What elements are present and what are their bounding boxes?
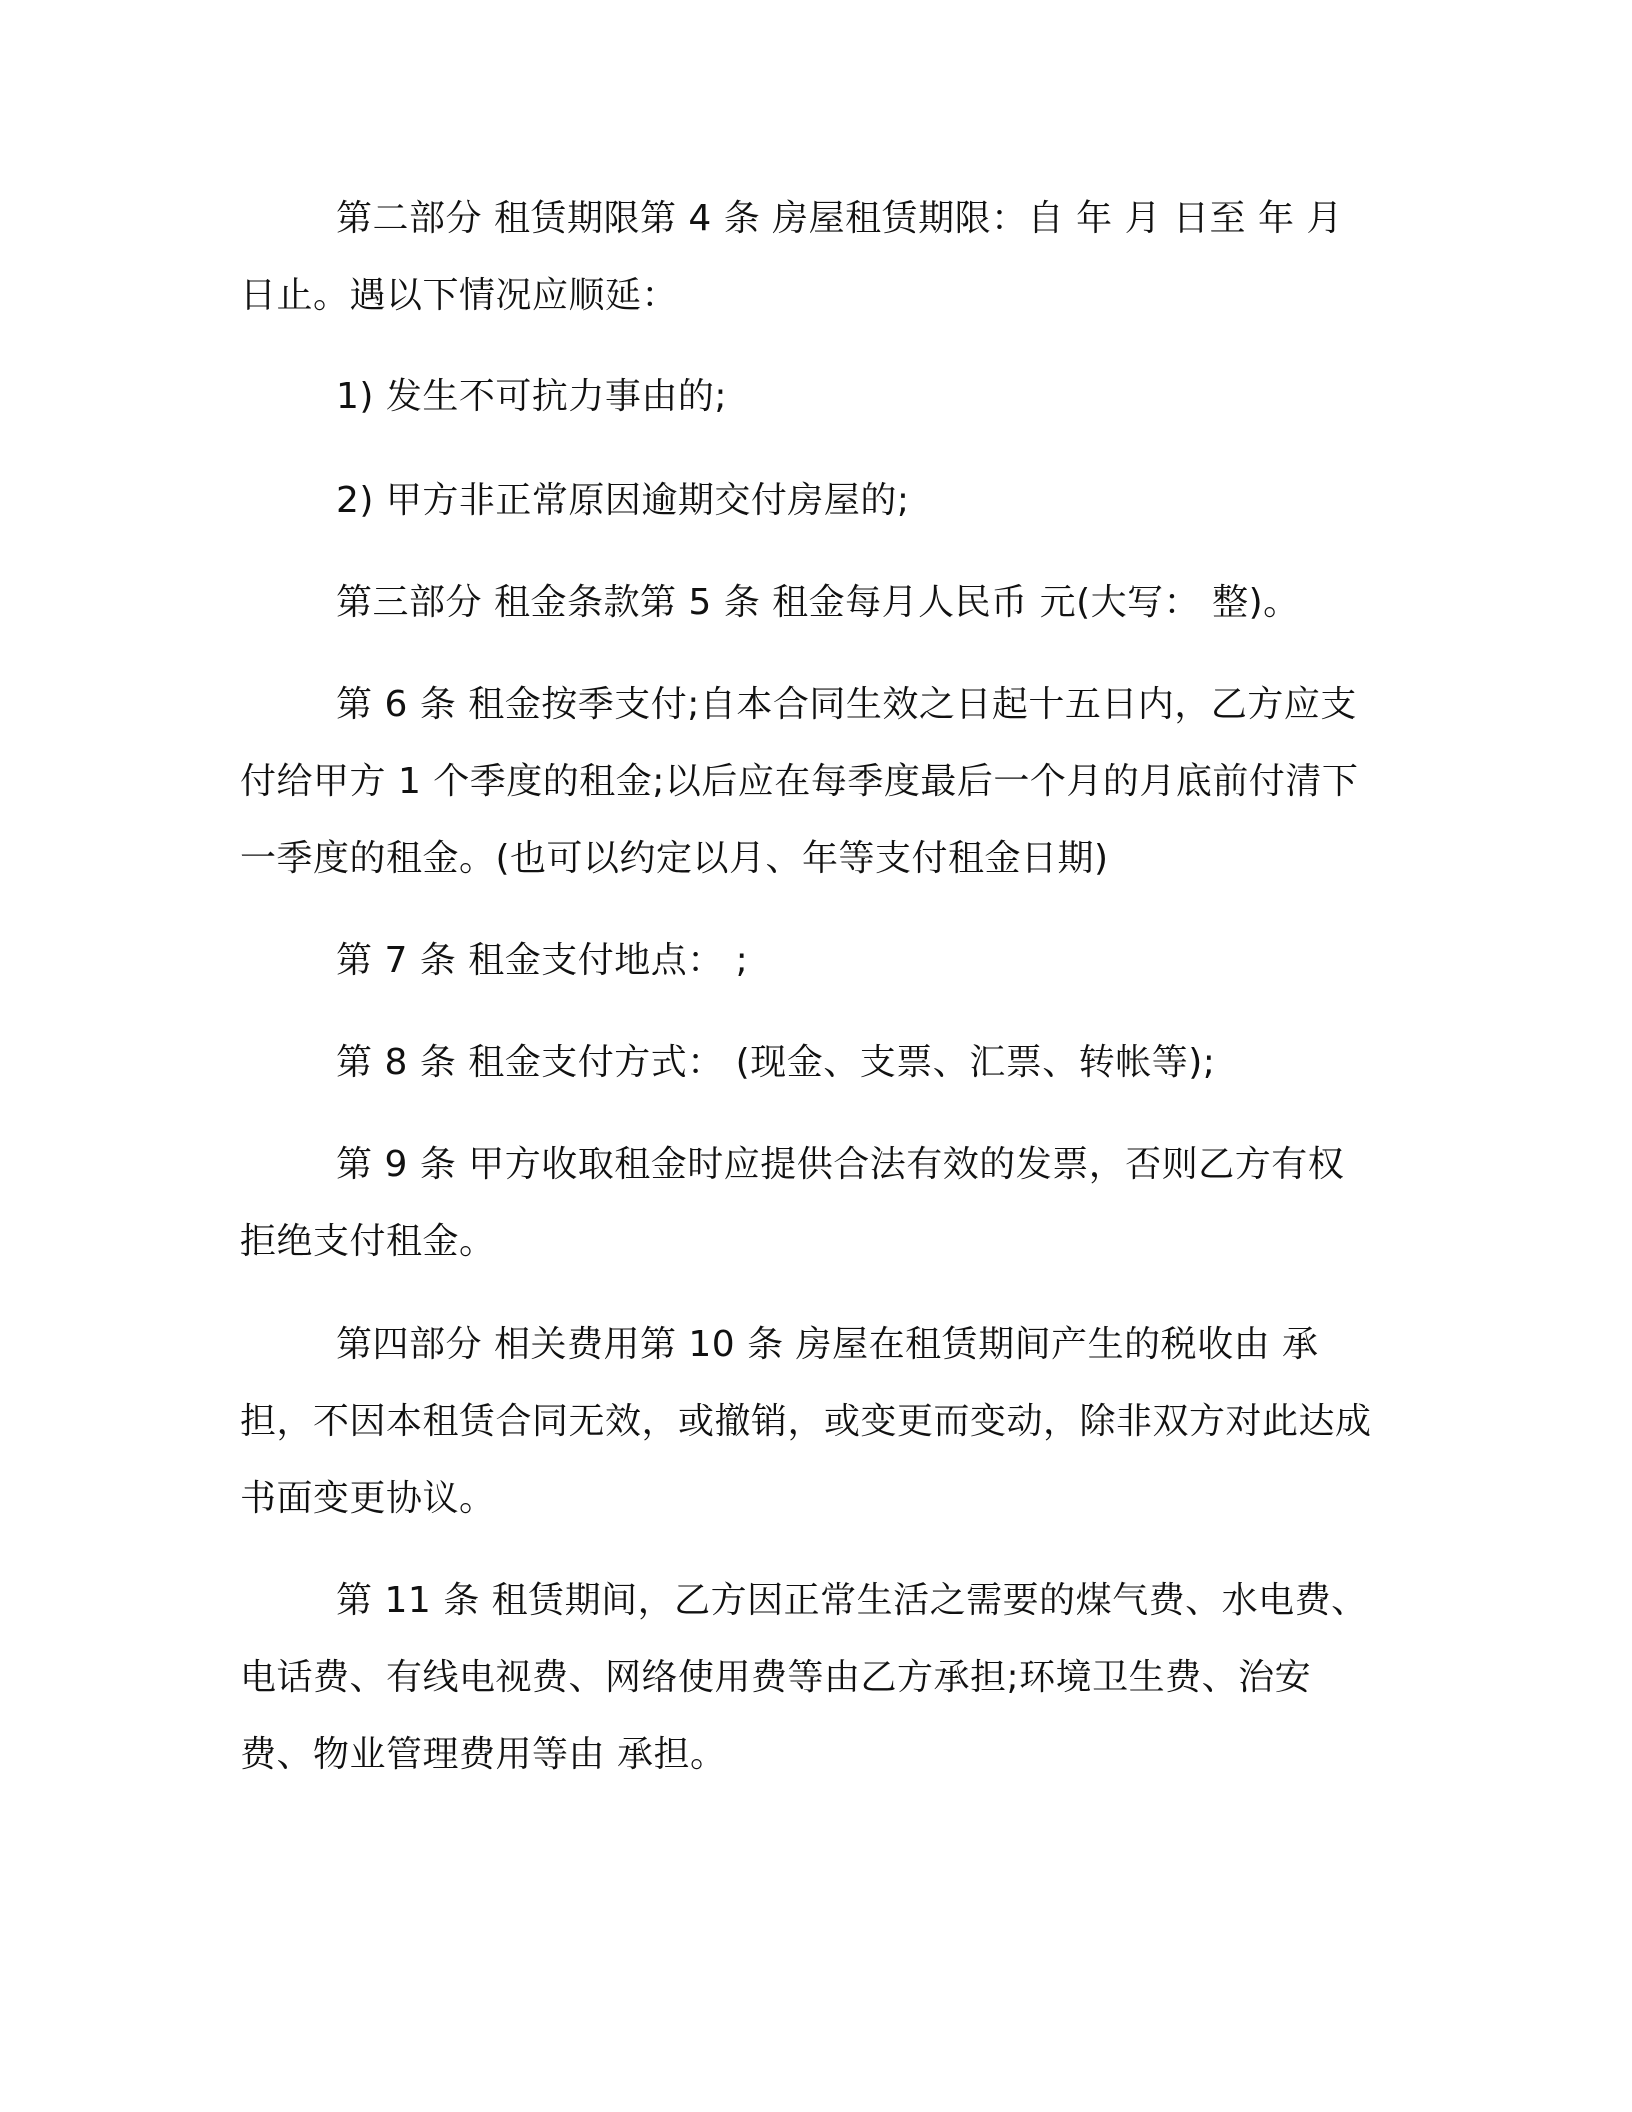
paragraph-rent-terms: 第三部分 租金条款第 5 条 租金每月人民币 元(大写： 整)。 xyxy=(336,582,1300,623)
paragraph-item-2: 2) 甲方非正常原因逾期交付房屋的; xyxy=(336,480,910,521)
paragraph-article-8: 第 8 条 租金支付方式： (现金、支票、汇票、转帐等); xyxy=(336,1042,1216,1083)
paragraph-article-11: 第 11 条 租赁期间，乙方因正常生活之需要的煤气费、水电费、电话费、有线电视费、网络使用费等由乙方承担;环境卫生费、治安费、物业管理费用等由 承担。 xyxy=(240,1580,1368,1775)
paragraph-article-9: 第 9 条 甲方收取租金时应提供合法有效的发票，否则乙方有权拒绝支付租金。 xyxy=(240,1144,1345,1262)
paragraph-article-6: 第 6 条 租金按季支付;自本合同生效之日起十五日内，乙方应支付给甲方 1 个季度的租金;以后应在每季度最后一个月的月底前付清下一季度的租金。(也可以约定以月、年等支付租金日期) xyxy=(240,684,1359,879)
paragraph-item-1: 1) 发生不可抗力事由的; xyxy=(336,376,728,417)
paragraph-article-7: 第 7 条 租金支付地点： ; xyxy=(336,940,749,981)
paragraph-lease-term: 第二部分 租赁期限第 4 条 房屋租赁期限：自 年 月 日至 年 月 日止。遇以下情况应顺延： xyxy=(240,198,1343,316)
paragraph-related-fees: 第四部分 相关费用第 10 条 房屋在租赁期间产生的税收由 承担，不因本租赁合同无效，或撤销，或变更而变动，除非双方对此达成书面变更协议。 xyxy=(240,1324,1372,1519)
